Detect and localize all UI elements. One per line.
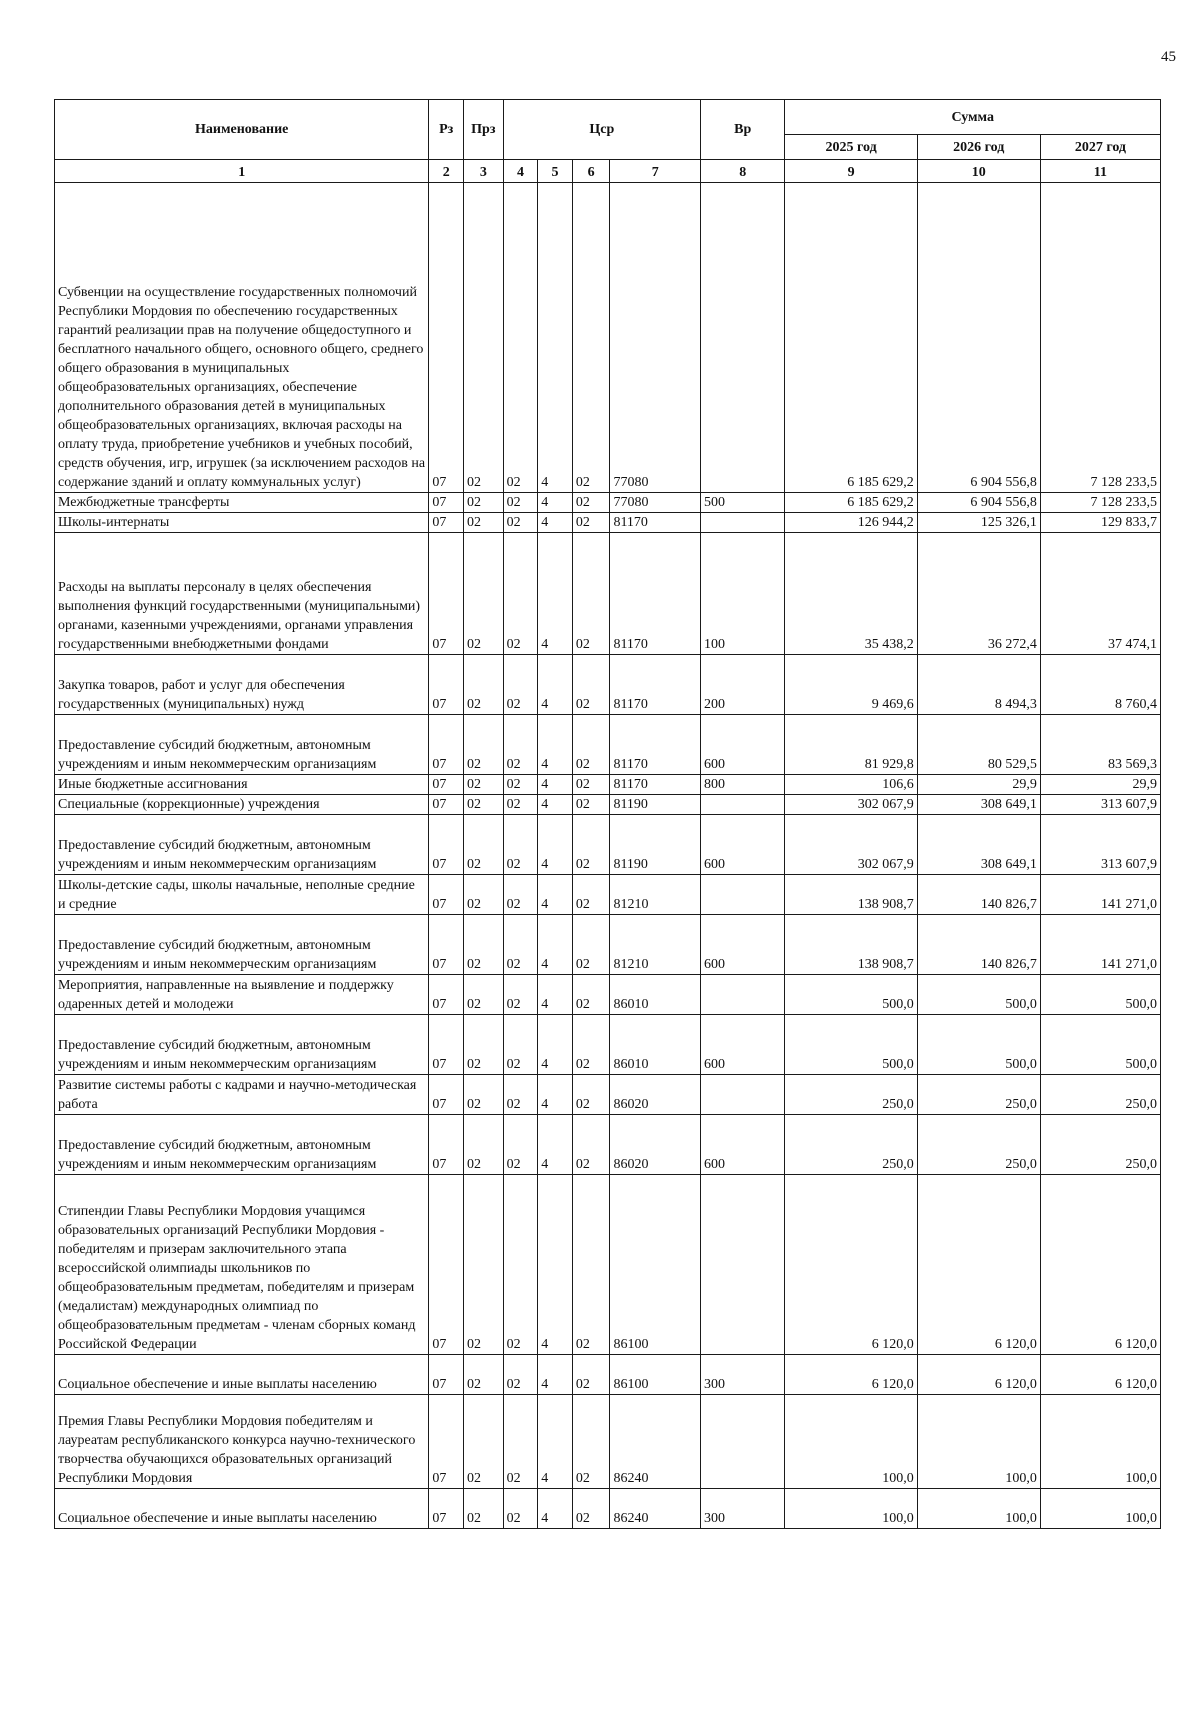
row-csr-2: 4 <box>538 1175 573 1355</box>
column-numbers-row <box>55 160 1161 183</box>
row-csr-4: 81170 <box>610 775 701 795</box>
row-csr-3: 02 <box>572 795 610 815</box>
table-row <box>55 975 1161 1015</box>
column-number: 7 <box>610 160 701 183</box>
row-vr: 800 <box>701 775 785 795</box>
row-sum-2026: 250,0 <box>917 1115 1040 1175</box>
row-rz: 07 <box>429 183 464 493</box>
row-sum-2026: 308 649,1 <box>917 795 1040 815</box>
row-rz: 07 <box>429 655 464 715</box>
row-vr: 600 <box>701 1115 785 1175</box>
row-sum-2025: 500,0 <box>785 975 917 1015</box>
table-row <box>55 1115 1161 1175</box>
row-prz: 02 <box>463 183 503 493</box>
header-year-2025: 2025 год <box>785 135 917 160</box>
row-sum-2027: 313 607,9 <box>1040 815 1160 875</box>
row-sum-2026: 500,0 <box>917 975 1040 1015</box>
row-vr <box>701 975 785 1015</box>
row-sum-2026: 6 904 556,8 <box>917 493 1040 513</box>
row-csr-3: 02 <box>572 715 610 775</box>
row-csr-2: 4 <box>538 975 573 1015</box>
row-rz: 07 <box>429 715 464 775</box>
row-rz: 07 <box>429 1075 464 1115</box>
row-sum-2025: 81 929,8 <box>785 715 917 775</box>
row-name: Социальное обеспечение и иные выплаты населению <box>55 1355 429 1395</box>
row-rz: 07 <box>429 1395 464 1489</box>
header-year-2027: 2027 год <box>1040 135 1160 160</box>
row-csr-1: 02 <box>503 815 538 875</box>
row-vr <box>701 795 785 815</box>
row-csr-4: 81190 <box>610 815 701 875</box>
row-vr: 600 <box>701 915 785 975</box>
row-vr <box>701 513 785 533</box>
row-rz: 07 <box>429 533 464 655</box>
row-csr-1: 02 <box>503 775 538 795</box>
row-csr-1: 02 <box>503 533 538 655</box>
row-csr-2: 4 <box>538 915 573 975</box>
row-vr <box>701 1075 785 1115</box>
row-sum-2026: 80 529,5 <box>917 715 1040 775</box>
row-sum-2025: 302 067,9 <box>785 795 917 815</box>
row-csr-3: 02 <box>572 1015 610 1075</box>
row-csr-1: 02 <box>503 795 538 815</box>
table-row <box>55 875 1161 915</box>
row-csr-4: 77080 <box>610 183 701 493</box>
row-csr-3: 02 <box>572 775 610 795</box>
row-csr-4: 86240 <box>610 1489 701 1529</box>
row-prz: 02 <box>463 1075 503 1115</box>
row-sum-2027: 250,0 <box>1040 1115 1160 1175</box>
row-csr-3: 02 <box>572 1075 610 1115</box>
row-csr-2: 4 <box>538 1115 573 1175</box>
row-csr-4: 86100 <box>610 1175 701 1355</box>
table-row <box>55 1015 1161 1075</box>
row-csr-2: 4 <box>538 1395 573 1489</box>
column-number: 6 <box>572 160 610 183</box>
budget-table <box>54 99 1161 1529</box>
row-rz: 07 <box>429 493 464 513</box>
row-name: Субвенции на осуществление государственных полномочий Республики Мордовия по обеспечению государственных гарантий реализации прав на получение общедоступного и бесплатного начального общего, основного общего, среднего общего образования в муниципальных общеобразовательных организациях, обеспечение дополнительного образования детей в муниципальных общеобразовательных организациях, включая расходы на оплату труда, приобретение учебников и учебных пособий, средств обучения, игр, игрушек (за исключением расходов на содержание зданий и оплату коммунальных услуг) <box>55 183 429 493</box>
row-rz: 07 <box>429 1015 464 1075</box>
row-sum-2025: 100,0 <box>785 1489 917 1529</box>
row-vr: 100 <box>701 533 785 655</box>
row-name: Предоставление субсидий бюджетным, автономным учреждениям и иным некоммерческим организациям <box>55 715 429 775</box>
row-prz: 02 <box>463 1395 503 1489</box>
table-row <box>55 1489 1161 1529</box>
row-sum-2027: 7 128 233,5 <box>1040 183 1160 493</box>
row-sum-2026: 308 649,1 <box>917 815 1040 875</box>
row-name: Закупка товаров, работ и услуг для обеспечения государственных (муниципальных) нужд <box>55 655 429 715</box>
row-prz: 02 <box>463 875 503 915</box>
row-csr-1: 02 <box>503 1355 538 1395</box>
row-prz: 02 <box>463 533 503 655</box>
header-vr: Вр <box>701 100 785 160</box>
table-row <box>55 815 1161 875</box>
row-prz: 02 <box>463 1015 503 1075</box>
row-csr-1: 02 <box>503 493 538 513</box>
row-sum-2027: 7 128 233,5 <box>1040 493 1160 513</box>
table-row <box>55 493 1161 513</box>
row-rz: 07 <box>429 815 464 875</box>
row-name: Мероприятия, направленные на выявление и поддержку одаренных детей и молодежи <box>55 975 429 1015</box>
row-name: Стипендии Главы Республики Мордовия учащимся образовательных организаций Республики Мордовия - победителям и призерам заключительного этапа всероссийской олимпиады школьников по общеобразовательным предметам, победителям и призерам (медалистам) международных олимпиад по общеобразовательным предметам - членам сборных команд Российской Федерации <box>55 1175 429 1355</box>
row-csr-4: 86010 <box>610 975 701 1015</box>
table-row <box>55 533 1161 655</box>
column-number: 9 <box>785 160 917 183</box>
row-csr-1: 02 <box>503 1395 538 1489</box>
row-csr-2: 4 <box>538 1355 573 1395</box>
row-rz: 07 <box>429 513 464 533</box>
row-csr-2: 4 <box>538 513 573 533</box>
table-row <box>55 715 1161 775</box>
row-csr-3: 02 <box>572 183 610 493</box>
row-vr <box>701 875 785 915</box>
row-csr-4: 81170 <box>610 513 701 533</box>
row-csr-3: 02 <box>572 1489 610 1529</box>
row-prz: 02 <box>463 513 503 533</box>
table-row <box>55 1355 1161 1395</box>
row-sum-2025: 250,0 <box>785 1115 917 1175</box>
row-sum-2025: 35 438,2 <box>785 533 917 655</box>
row-sum-2025: 250,0 <box>785 1075 917 1115</box>
row-csr-3: 02 <box>572 815 610 875</box>
row-csr-4: 81190 <box>610 795 701 815</box>
row-sum-2025: 6 120,0 <box>785 1175 917 1355</box>
row-prz: 02 <box>463 775 503 795</box>
row-sum-2027: 100,0 <box>1040 1489 1160 1529</box>
row-sum-2027: 83 569,3 <box>1040 715 1160 775</box>
row-csr-2: 4 <box>538 875 573 915</box>
row-csr-2: 4 <box>538 815 573 875</box>
column-number: 2 <box>429 160 464 183</box>
table-body <box>55 183 1161 1529</box>
column-number: 8 <box>701 160 785 183</box>
row-name: Школы-интернаты <box>55 513 429 533</box>
row-sum-2026: 140 826,7 <box>917 915 1040 975</box>
row-sum-2027: 8 760,4 <box>1040 655 1160 715</box>
row-csr-1: 02 <box>503 1489 538 1529</box>
row-sum-2025: 138 908,7 <box>785 875 917 915</box>
row-name: Межбюджетные трансферты <box>55 493 429 513</box>
row-csr-1: 02 <box>503 915 538 975</box>
row-sum-2025: 138 908,7 <box>785 915 917 975</box>
table-row <box>55 915 1161 975</box>
row-vr: 500 <box>701 493 785 513</box>
column-number: 5 <box>538 160 573 183</box>
row-sum-2026: 250,0 <box>917 1075 1040 1115</box>
table-row <box>55 183 1161 493</box>
row-sum-2026: 36 272,4 <box>917 533 1040 655</box>
row-sum-2026: 125 326,1 <box>917 513 1040 533</box>
row-sum-2025: 6 120,0 <box>785 1355 917 1395</box>
row-name: Развитие системы работы с кадрами и научно-методическая работа <box>55 1075 429 1115</box>
row-sum-2025: 302 067,9 <box>785 815 917 875</box>
row-prz: 02 <box>463 975 503 1015</box>
row-rz: 07 <box>429 1115 464 1175</box>
row-csr-2: 4 <box>538 1075 573 1115</box>
row-sum-2026: 100,0 <box>917 1489 1040 1529</box>
table-row <box>55 775 1161 795</box>
row-prz: 02 <box>463 815 503 875</box>
row-vr: 300 <box>701 1489 785 1529</box>
row-name: Специальные (коррекционные) учреждения <box>55 795 429 815</box>
row-sum-2025: 100,0 <box>785 1395 917 1489</box>
column-number: 1 <box>55 160 429 183</box>
row-csr-2: 4 <box>538 493 573 513</box>
row-csr-1: 02 <box>503 513 538 533</box>
row-name: Предоставление субсидий бюджетным, автономным учреждениям и иным некоммерческим организациям <box>55 915 429 975</box>
row-csr-4: 86010 <box>610 1015 701 1075</box>
header-prz: Прз <box>463 100 503 160</box>
row-csr-2: 4 <box>538 715 573 775</box>
row-sum-2026: 6 904 556,8 <box>917 183 1040 493</box>
row-rz: 07 <box>429 1355 464 1395</box>
row-name: Социальное обеспечение и иные выплаты населению <box>55 1489 429 1529</box>
table-row <box>55 655 1161 715</box>
row-vr <box>701 1175 785 1355</box>
row-vr <box>701 183 785 493</box>
row-csr-1: 02 <box>503 1115 538 1175</box>
row-sum-2026: 29,9 <box>917 775 1040 795</box>
row-csr-2: 4 <box>538 183 573 493</box>
row-vr: 600 <box>701 715 785 775</box>
row-sum-2027: 6 120,0 <box>1040 1355 1160 1395</box>
row-csr-1: 02 <box>503 715 538 775</box>
row-sum-2027: 129 833,7 <box>1040 513 1160 533</box>
row-sum-2025: 6 185 629,2 <box>785 183 917 493</box>
row-sum-2026: 140 826,7 <box>917 875 1040 915</box>
row-csr-3: 02 <box>572 1395 610 1489</box>
column-number: 10 <box>917 160 1040 183</box>
row-csr-4: 86020 <box>610 1115 701 1175</box>
row-csr-3: 02 <box>572 493 610 513</box>
row-csr-3: 02 <box>572 513 610 533</box>
column-number: 11 <box>1040 160 1160 183</box>
row-csr-2: 4 <box>538 775 573 795</box>
header-rz: Рз <box>429 100 464 160</box>
row-prz: 02 <box>463 1355 503 1395</box>
row-name: Предоставление субсидий бюджетным, автономным учреждениям и иным некоммерческим организациям <box>55 1015 429 1075</box>
row-sum-2027: 37 474,1 <box>1040 533 1160 655</box>
row-csr-4: 86240 <box>610 1395 701 1489</box>
header-csr: Цср <box>503 100 700 160</box>
table-row <box>55 513 1161 533</box>
row-rz: 07 <box>429 875 464 915</box>
row-sum-2027: 250,0 <box>1040 1075 1160 1115</box>
row-csr-3: 02 <box>572 915 610 975</box>
row-sum-2026: 6 120,0 <box>917 1355 1040 1395</box>
row-csr-4: 81210 <box>610 915 701 975</box>
row-sum-2025: 126 944,2 <box>785 513 917 533</box>
row-sum-2027: 29,9 <box>1040 775 1160 795</box>
row-csr-1: 02 <box>503 1015 538 1075</box>
row-sum-2027: 500,0 <box>1040 1015 1160 1075</box>
row-prz: 02 <box>463 1175 503 1355</box>
row-sum-2027: 313 607,9 <box>1040 795 1160 815</box>
row-sum-2025: 6 185 629,2 <box>785 493 917 513</box>
row-vr <box>701 1395 785 1489</box>
row-vr: 300 <box>701 1355 785 1395</box>
row-csr-4: 86100 <box>610 1355 701 1395</box>
row-csr-3: 02 <box>572 975 610 1015</box>
row-name: Школы-детские сады, школы начальные, неполные средние и средние <box>55 875 429 915</box>
row-csr-4: 81170 <box>610 655 701 715</box>
row-rz: 07 <box>429 915 464 975</box>
header-name: Наименование <box>55 100 429 160</box>
row-csr-2: 4 <box>538 655 573 715</box>
column-number: 3 <box>463 160 503 183</box>
row-sum-2025: 9 469,6 <box>785 655 917 715</box>
row-csr-4: 86020 <box>610 1075 701 1115</box>
row-rz: 07 <box>429 1175 464 1355</box>
row-rz: 07 <box>429 1489 464 1529</box>
header-year-2026: 2026 год <box>917 135 1040 160</box>
row-rz: 07 <box>429 975 464 1015</box>
row-csr-3: 02 <box>572 875 610 915</box>
row-name: Иные бюджетные ассигнования <box>55 775 429 795</box>
row-sum-2026: 8 494,3 <box>917 655 1040 715</box>
row-csr-1: 02 <box>503 975 538 1015</box>
row-sum-2027: 6 120,0 <box>1040 1175 1160 1355</box>
row-vr: 600 <box>701 815 785 875</box>
row-csr-4: 77080 <box>610 493 701 513</box>
row-csr-1: 02 <box>503 875 538 915</box>
row-prz: 02 <box>463 915 503 975</box>
row-csr-4: 81170 <box>610 533 701 655</box>
row-sum-2025: 106,6 <box>785 775 917 795</box>
row-sum-2026: 500,0 <box>917 1015 1040 1075</box>
row-name: Расходы на выплаты персоналу в целях обеспечения выполнения функций государственными (муниципальными) органами, казенными учреждениями, органами управления государственными внебюджетными фондами <box>55 533 429 655</box>
row-csr-2: 4 <box>538 1489 573 1529</box>
row-csr-1: 02 <box>503 183 538 493</box>
row-sum-2026: 100,0 <box>917 1395 1040 1489</box>
row-prz: 02 <box>463 715 503 775</box>
row-prz: 02 <box>463 1115 503 1175</box>
row-sum-2027: 500,0 <box>1040 975 1160 1015</box>
row-csr-2: 4 <box>538 1015 573 1075</box>
row-name: Предоставление субсидий бюджетным, автономным учреждениям и иным некоммерческим организациям <box>55 1115 429 1175</box>
row-csr-3: 02 <box>572 533 610 655</box>
row-csr-4: 81170 <box>610 715 701 775</box>
row-csr-4: 81210 <box>610 875 701 915</box>
column-number: 4 <box>503 160 538 183</box>
row-sum-2026: 6 120,0 <box>917 1175 1040 1355</box>
table-row <box>55 1075 1161 1115</box>
row-csr-3: 02 <box>572 1115 610 1175</box>
row-rz: 07 <box>429 775 464 795</box>
row-csr-3: 02 <box>572 1175 610 1355</box>
row-sum-2027: 100,0 <box>1040 1395 1160 1489</box>
page-number: 45 <box>1161 49 1176 65</box>
row-csr-2: 4 <box>538 795 573 815</box>
table-row <box>55 795 1161 815</box>
row-csr-3: 02 <box>572 1355 610 1395</box>
row-prz: 02 <box>463 655 503 715</box>
table-row <box>55 1175 1161 1355</box>
row-vr: 600 <box>701 1015 785 1075</box>
row-name: Предоставление субсидий бюджетным, автономным учреждениям и иным некоммерческим организациям <box>55 815 429 875</box>
table-row <box>55 1395 1161 1489</box>
header-sum: Сумма <box>785 100 1161 135</box>
row-rz: 07 <box>429 795 464 815</box>
row-sum-2025: 500,0 <box>785 1015 917 1075</box>
row-csr-1: 02 <box>503 1175 538 1355</box>
row-csr-2: 4 <box>538 533 573 655</box>
row-csr-3: 02 <box>572 655 610 715</box>
row-name: Премия Главы Республики Мордовия победителям и лауреатам республиканского конкурса научно-технического творчества обучающихся образовательных организаций Республики Мордовия <box>55 1395 429 1489</box>
row-csr-1: 02 <box>503 655 538 715</box>
row-prz: 02 <box>463 795 503 815</box>
row-prz: 02 <box>463 493 503 513</box>
row-sum-2027: 141 271,0 <box>1040 875 1160 915</box>
row-sum-2027: 141 271,0 <box>1040 915 1160 975</box>
row-csr-1: 02 <box>503 1075 538 1115</box>
row-vr: 200 <box>701 655 785 715</box>
row-prz: 02 <box>463 1489 503 1529</box>
